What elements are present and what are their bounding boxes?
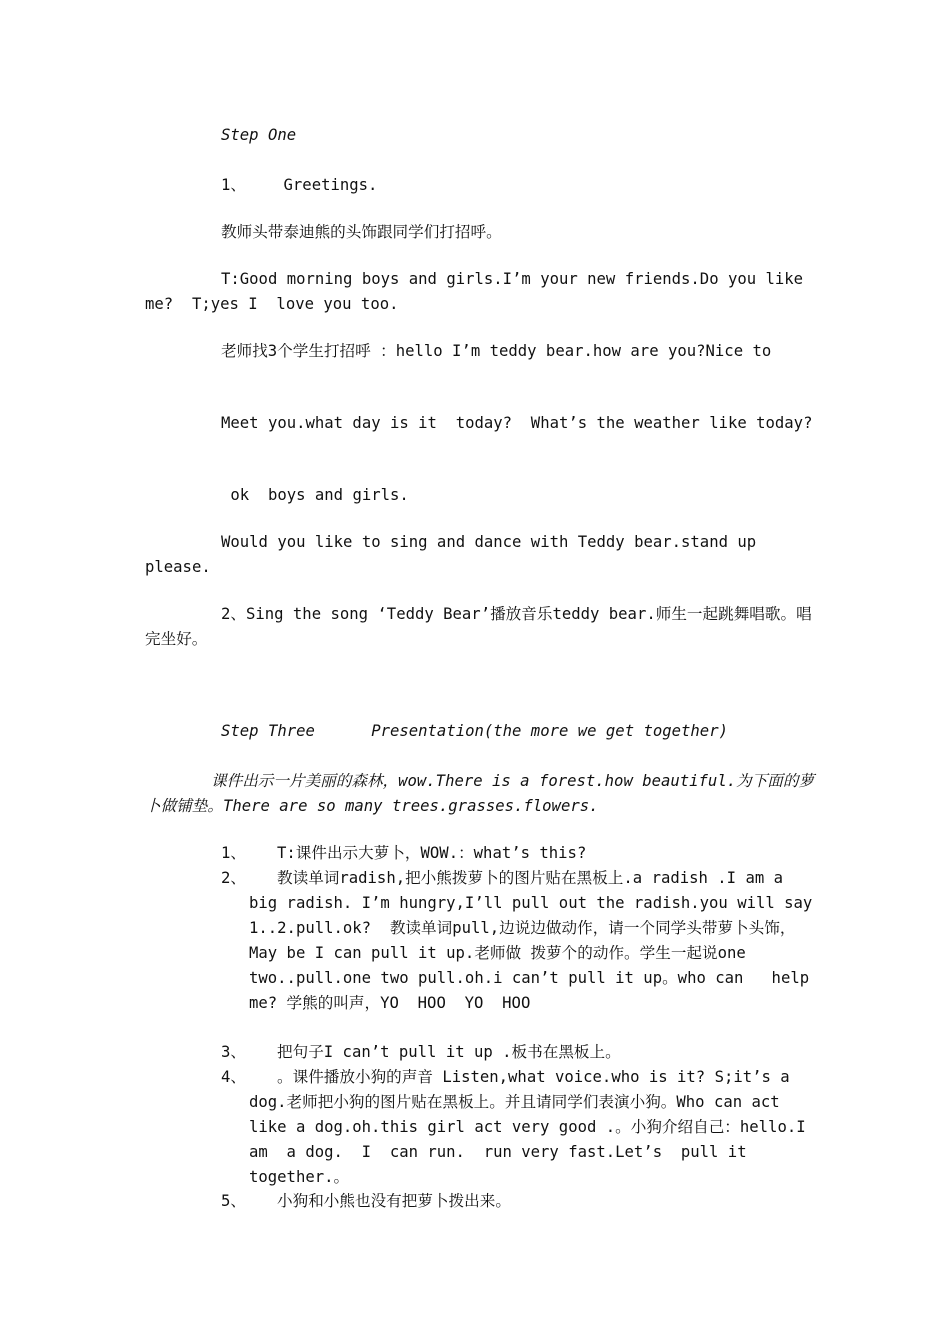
list-number: 3、 <box>221 1043 246 1061</box>
list-item <box>221 1065 825 1190</box>
list-item <box>221 841 821 866</box>
headwear-paragraph: 教师头带泰迪熊的头饰跟同学们打招呼。 <box>221 223 502 241</box>
ok-paragraph: ok boys and girls. <box>221 486 409 504</box>
list-item <box>221 866 821 1016</box>
list-item <box>221 1189 821 1214</box>
sing-dance-paragraph: Would you like to sing and dance with Teddy bear.stand up please. <box>145 533 766 576</box>
list-number: 4、 <box>221 1068 246 1086</box>
list-number: 5、 <box>221 1192 246 1210</box>
greeting-dialogue: T:Good morning boys and girls.I’m your new friends.Do you like me? T;yes I love you too. <box>145 270 822 313</box>
meet-you-paragraph: Meet you.what day is it today? What’s the weather like today? <box>221 414 813 432</box>
list-text: 。课件播放小狗的声音 Listen,what voice.who is it? S;it’s a dog.老师把小狗的图片贴在黑板上。并且请同学们表演小狗。Who can act like a dog.oh.this girl act very good .。小狗介绍自己：hello.I am a dog. I can run. run very fast.Let’s pull it together.。 <box>249 1068 825 1186</box>
list-number: 2、 <box>221 869 246 887</box>
list-text: 教读单词radish,把小熊拨萝卜的图片贴在黑板上.a radish .I am a big radish. I’m hungry,I’ll pull out the radish.you will say 1..2.pull.ok? 教读单词pull,边说边做动作，请一个同学头带萝卜头饰， May be I can pull it up.老师做 拨萝个的动作。学生一起说one two..pull.one two pull.oh.i can’t pull it up。who can help me? 学熊的叫声，YO HOO YO HOO <box>249 869 822 1012</box>
forest-intro: 课件出示一片美丽的森林，wow.There is a forest.how beautiful.为下面的萝卜做铺垫。There are so many trees.grasses.flowers. <box>145 772 815 815</box>
list-text: 把句子I can’t pull it up .板书在黑板上。 <box>277 1043 621 1061</box>
list-number: 1、 <box>221 844 246 862</box>
step-one-heading: Step One <box>221 126 297 144</box>
list-text: 小狗和小熊也没有把萝卜拨出来。 <box>277 1192 511 1210</box>
list-text: T:课件出示大萝卜，WOW.：what’s this? <box>277 844 587 862</box>
three-students-paragraph: 老师找3个学生打招呼 ：hello I’m teddy bear.how are you?Nice to <box>221 342 772 360</box>
step-three-heading: Step Three Presentation(the more we get together) <box>221 722 728 740</box>
list-item <box>221 1040 821 1065</box>
song-paragraph: 2、Sing the song ‘Teddy Bear’播放音乐teddy bear.师生一起跳舞唱歌。唱完坐好。 <box>145 605 812 648</box>
greetings-item: 1、 Greetings. <box>221 176 378 194</box>
